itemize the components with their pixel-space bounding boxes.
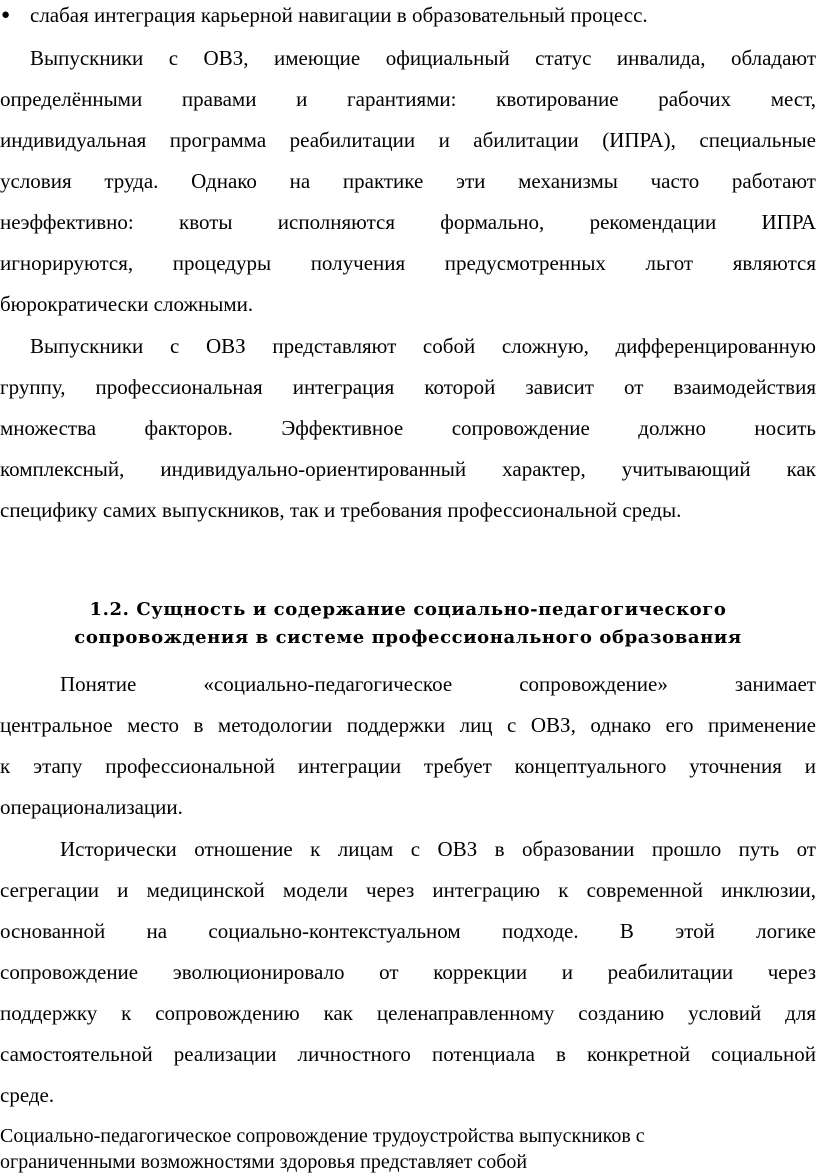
paragraph-line: операционализации. xyxy=(0,795,183,819)
bullet-list-item xyxy=(0,2,816,28)
paragraph-line: поддержку к сопровождению как целенаправленному созданию условий для xyxy=(0,1001,816,1025)
paragraph-line: к этапу профессиональной интеграции требует концептуального уточнения и xyxy=(0,754,816,778)
paragraph-line: бюрократически сложными. xyxy=(0,292,254,316)
section-heading-line: 1.2. Сущность и содержание социально-педагогического xyxy=(89,599,727,620)
paragraph-line: среде. xyxy=(0,1083,55,1107)
paragraph-line: неэффективно: квоты исполняются формально, рекомендации ИПРА xyxy=(0,210,816,234)
bullet-marker: ● xyxy=(1,7,11,23)
section-heading-line: сопровождения в системе профессионального образования xyxy=(74,627,742,648)
paragraph-line: группу, профессиональная интеграция которой зависит от взаимодействия xyxy=(0,375,816,399)
paragraph-line: Выпускники с ОВЗ, имеющие официальный статус инвалида, обладают xyxy=(30,46,816,70)
paragraph-line: сегрегации и медицинской модели через интеграцию к современной инклюзии, xyxy=(0,878,816,902)
paragraph-line: специфику самих выпускников, так и требования профессиональной среды. xyxy=(0,498,682,522)
paragraph-line: Исторически отношение к лицам с ОВЗ в образовании прошло путь от xyxy=(60,837,816,861)
paragraph-line: центральное место в методологии поддержки лиц с ОВЗ, однако его применение xyxy=(0,713,816,737)
paragraph-line: основанной на социально-контекстуальном подходе. В этой логике xyxy=(0,919,816,943)
paragraph-line: сопровождение эволюционировало от коррекции и реабилитации через xyxy=(0,960,816,984)
paragraph-line: индивидуальная программа реабилитации и абилитации (ИПРА), специальные xyxy=(0,128,816,152)
paragraph-line: Социально-педагогическое сопровождение трудоустройства выпускников с xyxy=(0,1125,645,1147)
paragraph-line: самостоятельной реализации личностного потенциала в конкретной социальной xyxy=(0,1042,816,1066)
paragraph-line: Понятие «социально-педагогическое сопровождение» занимает xyxy=(60,672,816,696)
paragraph-line: Выпускники с ОВЗ представляют собой сложную, дифференцированную xyxy=(30,334,816,358)
paragraph-line: условия труда. Однако на практике эти механизмы часто работают xyxy=(0,169,816,193)
paragraph-line: ограниченными возможностями здоровья представляет собой xyxy=(0,1151,528,1173)
bullet-text: слабая интеграция карьерной навигации в образовательный процесс. xyxy=(30,3,648,27)
paragraph-line: комплексный, индивидуально-ориентированный характер, учитывающий как xyxy=(0,457,816,481)
paragraph-line: игнорируются, процедуры получения предусмотренных льгот являются xyxy=(0,251,816,275)
paragraph-line: множества факторов. Эффективное сопровождение должно носить xyxy=(0,416,816,440)
paragraph-line: определёнными правами и гарантиями: квотирование рабочих мест, xyxy=(0,87,816,111)
